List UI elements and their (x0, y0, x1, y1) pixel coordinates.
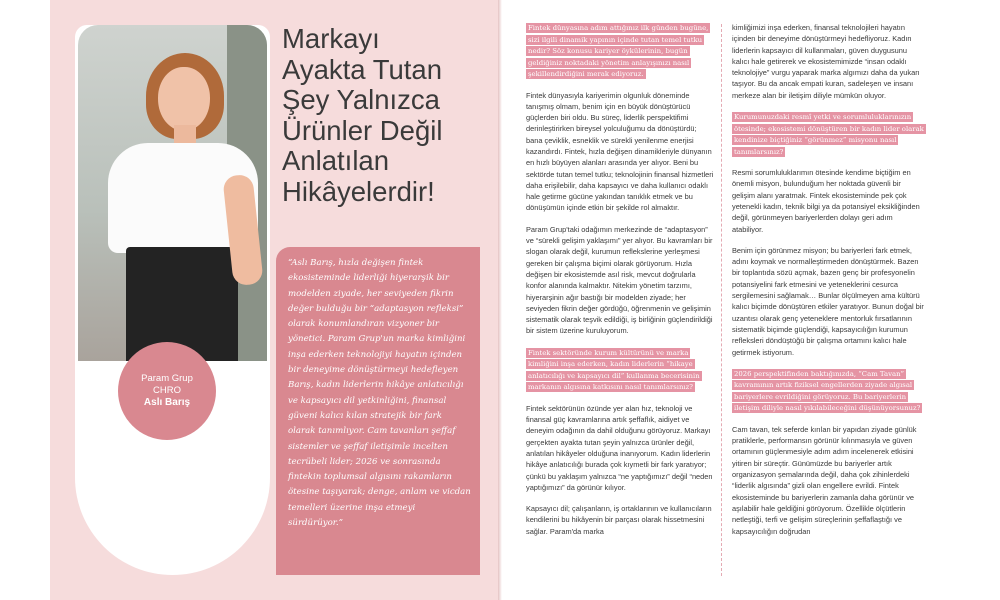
question-highlight: Kurumunuzdaki resmî yetki ve sorumluluklarınızın ötesinde; ekosistemi dönüştüren bir kadın lider olarak kendinize biçtiğiniz “görünmez” misyonu nasıl tanımlarsınız? (734, 113, 924, 156)
page-gutter (498, 0, 502, 600)
text-column-1 (526, 22, 714, 547)
interview-answer: kimliğimizi inşa ederken, finansal teknolojileri hayatın içinden bir deneyime dönüştürmeyi hedefliyoruz. Kadın liderlerin kapsayıcı dil kullanmaları, güven duygusunu kalıcı hale getirerek ve ekosistemimizde “insan odaklı teknolojiye” vurgu yaparak marka algımızı daha da yukarı taşıyor. Bu da ancak empati kuran, sadeleşen ve insanı merkeze alan bir iletişim diliyle mümkün oluyor. (732, 23, 920, 100)
headline-line: Şey Yalnızca (282, 84, 440, 115)
question-highlight: 2026 perspektifinden baktığınızda, “Cam Tavan” kavramının artık fiziksel engellerden ziyade algısal bariyerlere evrildiğini görüyoruz. Bu bariyerlerin iletişim diliyle nasıl yıkılabileceğini düşünüyorsunuz? (734, 369, 921, 413)
pull-quote (276, 247, 480, 575)
headline-line: Ayakta Tutan (282, 53, 443, 85)
interview-question (732, 111, 924, 157)
pull-quote-text: “Aslı Barış, hızla değişen fintek ekosisteminde liderliği hiyerarşik bir modelden ziyade, her seviyeden fikrin değer bulduğu bir “adaptasyon refleksi” olarak konumlandıran vizyoner bir yönetici. Param Grup'un marka kimliğini inşa ederken teknolojiyi hayatın içinden bir deneyime dönüştürmeyi hedefleyen Barış, kadın liderlerin hikâye anlatıcılığı ve kapsayıcı dil yetkinliğini, finansal güveni kalıcı kılan stratejik bir fark olarak tanımlıyor. Cam tavanları şeffaf sistemler ve şeffaf iletişimle incelten tecrübeli lider; 2026 ve sonrasında fintekin toplumsal algısını rakamların ötesine taşıyarak; denge, anlam ve vicdan temelleri üzerine inşa etmeyi sürdürüyor.” (288, 258, 471, 529)
question-highlight: Fintek sektöründe kurum kültürünü ve marka kimliğini inşa ederken, kadın liderlerin “hikaye anlatıcılığı ve kapsayıcı dil” kullanma becerisinin markanın algısına katkısını nasıl tanımlarsınız? (528, 348, 700, 392)
question-highlight: Fintek dünyasına adım attığınız ilk günden bugüne, sizi ilgili dinamik yapının içinde tutan temel tutku nedir? Söz konusu kariyer öykülerinin, bugün geldiğiniz noktadaki yönetim anlayışınızı nasıl şekillendirdiğini merak ediyoruz. (528, 24, 709, 78)
interview-answer: Resmi sorumluluklarımın ötesinde kendime biçtiğim en önemli misyon, bulunduğum her noktada güvenli bir gelişim alanı yaratmak. Fintek ekosisteminde pek çok yetenekli kadın, teknik bilgi ya da potansiyel eksikliğinden değil, görünmeyen bariyerlerden dolayı geri adım atabiliyor. (732, 168, 920, 234)
headline-line: Hikâyelerdir! (282, 175, 435, 207)
interview-question (526, 347, 714, 393)
article-headline (282, 24, 482, 207)
headline-line: Anlatılan (282, 145, 390, 176)
text-column-2 (732, 22, 924, 547)
interview-answer: Param Grup'taki odağımın merkezinde de “adaptasyon” ve “sürekli gelişim yaklaşımı” yer alıyor. Bu kavramları bir slogan olarak değil, kurumun reflekslerine yerleşmesi gereken bir çalışma biçimi olarak görüyorum. Hızla değişen bir ekosistemde asıl risk, mevcut doğrularla konfor alanında kalmaktır. Nitekim yönetim tarzımı, hiyerarşinin ağır bastığı bir modelden ziyade; her seviyeden fikrin değer gördüğü, öğrenmenin ve gelişimin sistematik olarak teşvik edildiği, iş birliğinin güçlendirildiği bir sistem üzerine kuruluyorum. (526, 224, 713, 336)
photo-face (158, 67, 210, 131)
name-badge (118, 342, 216, 440)
person-company: Param Grup (141, 373, 193, 384)
portrait-photo (78, 25, 267, 361)
interview-answer: Cam tavan, tek seferde kırılan bir yapıdan ziyade günlük pratiklerle, performansın görünür kılınmasıyla ve güven ortamının güçlenmesiyle adım adım incelenerek etkisini yitiren bir süreçtir. Günümüzde bu bariyerler artık organizasyon şemalarında değil, daha çok zihinlerdeki “liderlik algısında” gizli olan engellere evrildi. Fintek ekosisteminde bu bariyerlerin zamanla daha görünür ve aşılabilir hale geldiğini görüyorum. Özellikle ölçütlerin netleştiği, terfi ve gelişim süreçlerinin şeffaflaştığı ve kapsayıcılığın doğrudan (732, 424, 917, 536)
interview-question (732, 368, 924, 414)
interview-answer: Fintek sektörünün özünde yer alan hız, teknoloji ve finansal güç kavramlarına artık şeffaflık, aidiyet ve deneyim odağının da dahil olduğunu görüyoruz. Markayı gerçekten ayakta tutan şeyin yalnızca ürünler değil, anlatılan hikâyeler olduğuna inanıyorum. Kadın liderlerin hikâye anlatıcılığı burada çok kıymetli bir fark yaratıyor; çünkü bu yaklaşım yalnızca “ne yaptığımızı” değil “neden yaptığımızı” da görünür kılıyor. (526, 403, 713, 492)
person-name: Aslı Barış (143, 397, 191, 408)
column-divider (721, 24, 722, 576)
interview-answer: Fintek dünyasıyla kariyerimin olgunluk döneminde tanışmış olmam, benim için en büyük dönüştürücü güçlerden biri oldu. Bu süreç, liderlik perspektifimi derinleştirirken bireysel yolculuğumu da dönüştürdü; bana çeviklik, esneklik ve sürekli yenilenme enerjisi kazandırdı. Fintek, hızla değişen dinamikleriyle dünyanın en hızlı büyüyen alanları arasında yer alıyor. Beni bu sektörde tutan temel tutku; teknolojinin finansal hizmetleri daha erişilebilir, daha kapsayıcı ve daha kullanıcı odaklı hale getirme gücüne yakından tanıklık etmek ve bu dönüşümün içinde etkin bir şekilde rol almaktır. (526, 90, 714, 213)
interview-answer: Benim için görünmez misyon; bu bariyerleri fark etmek, adını koymak ve normalleştirmeden dönüştürmek. Bazen bir toplantıda sözü açmak, bazen genç bir profesyonelin potansiyelini fark etmesini ve yeteneklerini cesurca sergilemesini sağlamak… Bunlar ölçülmeyen ama kültürü kalıcı biçimde dönüştüren etkiler yaratıyor. Bunun doğal bir uzantısı olarak genç yeteneklere mentorluk fırsatlarının sistematik biçimde güçlendiği, kapsayıcılığın kurumun refleksleri döndüştüğü bir çalışma ortamını kalıcı hale getirmek istiyorum. (732, 245, 924, 357)
headline-line: Ürünler Değil (282, 114, 443, 146)
headline-line: Markayı (282, 23, 380, 54)
interview-question (526, 22, 714, 80)
person-role: CHRO (153, 385, 181, 396)
interview-answer: Kapsayıcı dil; çalışanların, iş ortaklarının ve kullanıcıların kendilerini bu hikâyenin bir parçası olarak hissetmesini sağlar. Param'da marka (526, 504, 712, 536)
